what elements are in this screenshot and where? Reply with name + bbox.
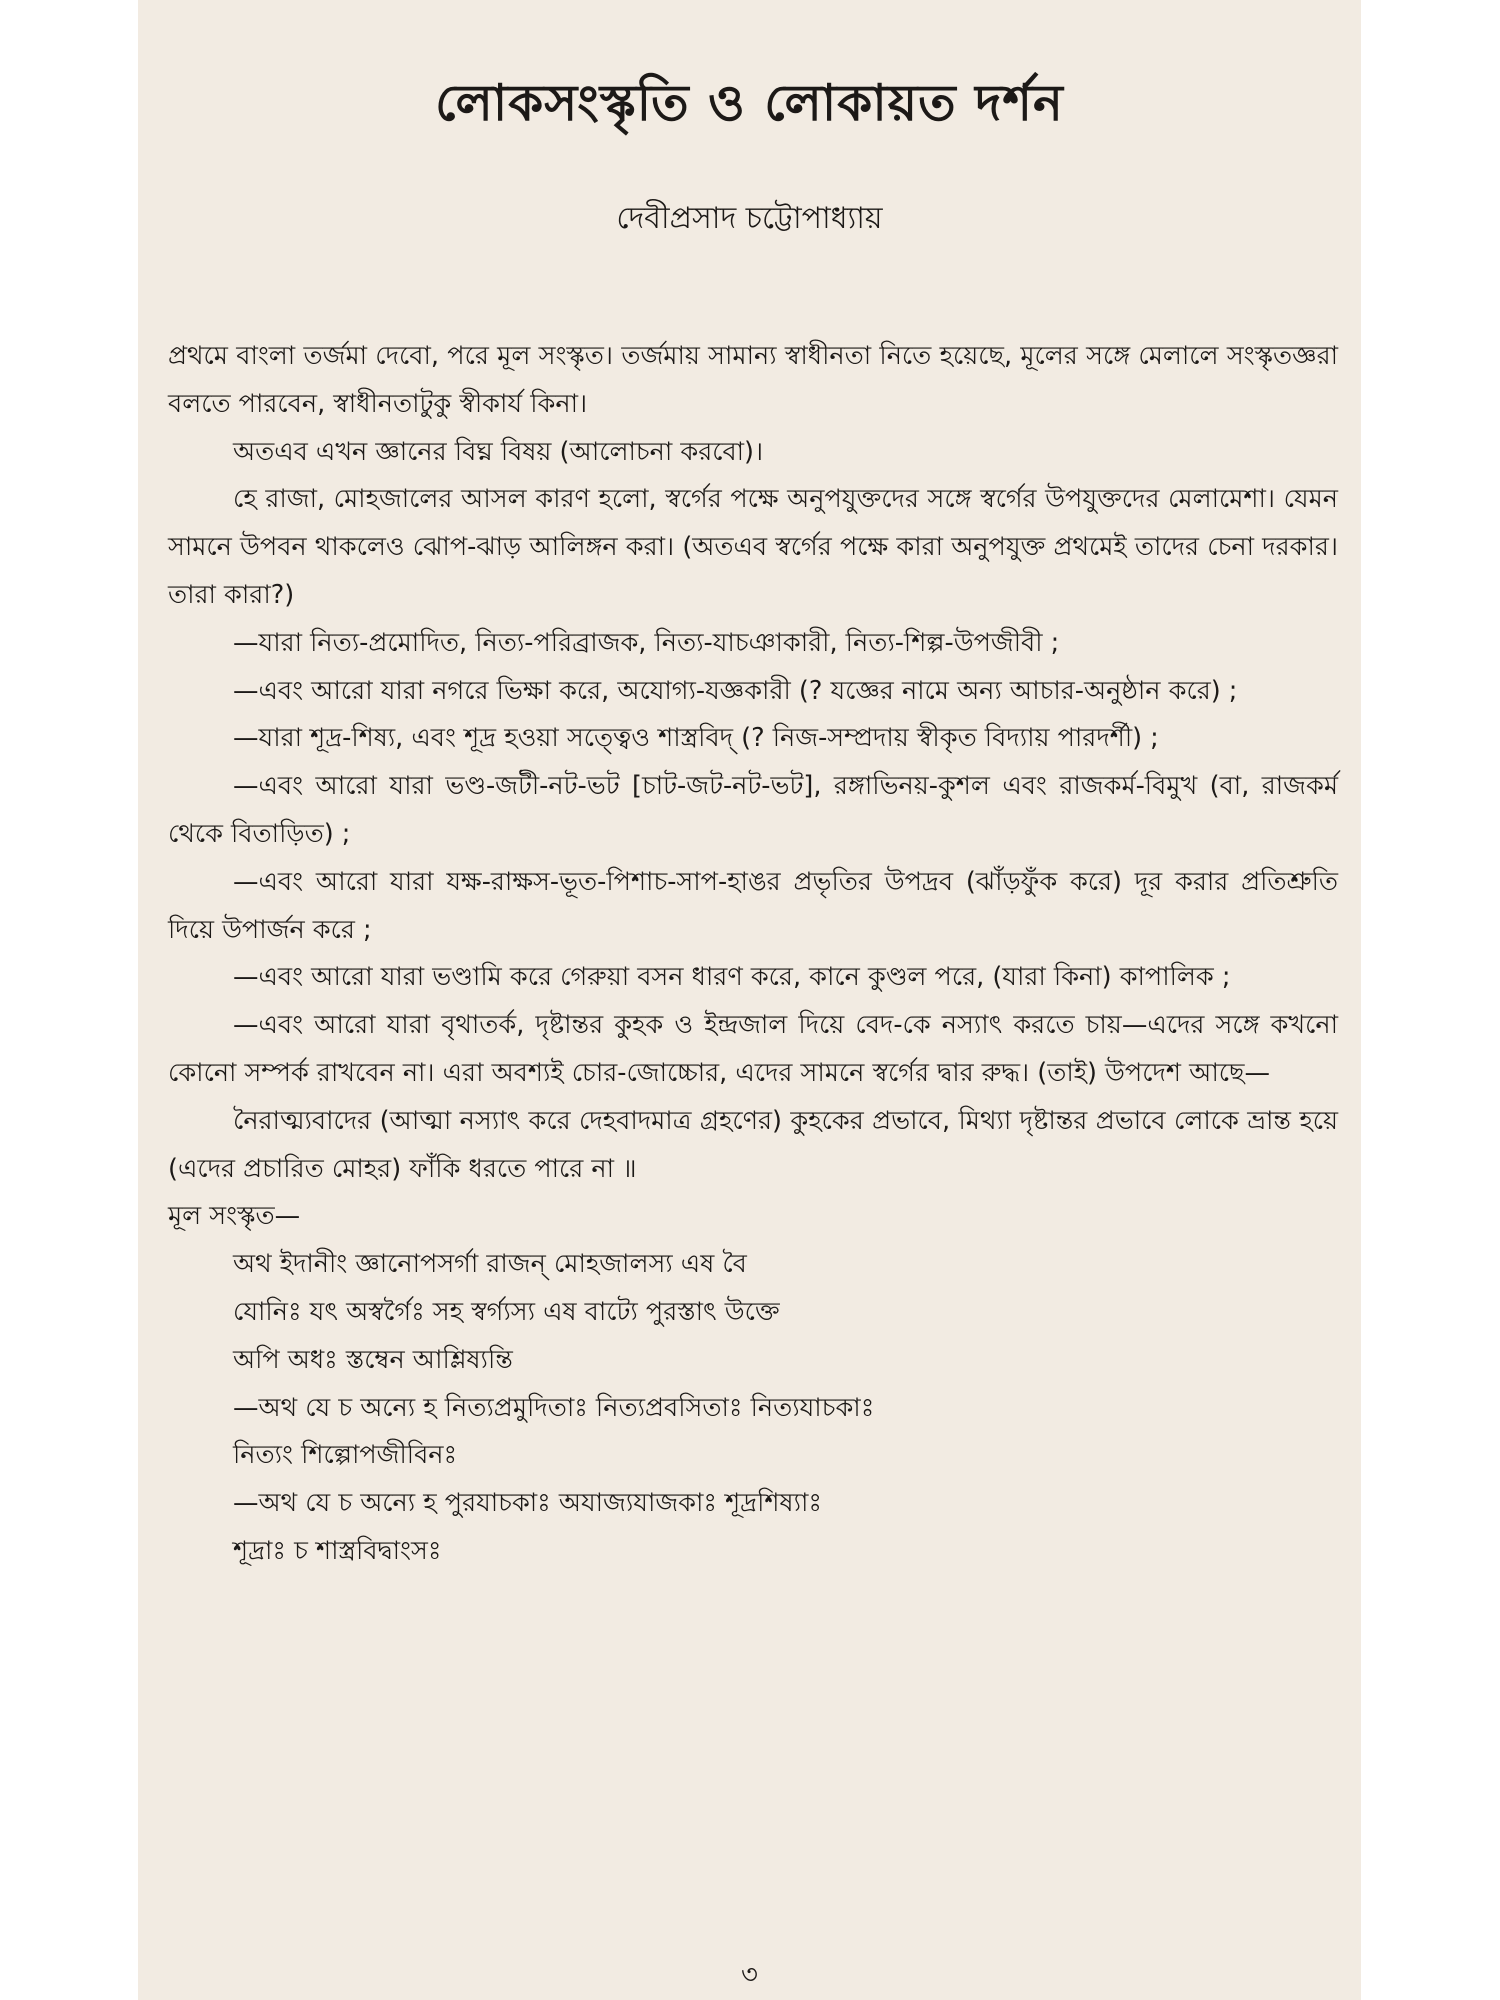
sanskrit-line: যোনিঃ যৎ অস্বর্গৈঃ সহ স্বর্গ্যস্য এষ বাট্যে পুরস্তাৎ উক্তে <box>233 1296 780 1327</box>
paragraph: —এবং আরো যারা ভণ্ডামি করে গেরুয়া বসন ধারণ করে, কানে কুণ্ডল পরে, (যারা কিনা) কাপালিক ; <box>233 962 1231 993</box>
paragraph: —এবং আরো যারা যক্ষ-রাক্ষস-ভূত-পিশাচ-সাপ-হাঙর প্রভৃতির উপদ্রব (ঝাঁড়ফুঁক করে) দূর করার প্রতিশ্রুতি দিয়ে উপার্জন করে ; <box>168 866 1338 945</box>
paragraph: হে রাজা, মোহজালের আসল কারণ হলো, স্বর্গের পক্ষে অনুপযুক্তদের সঙ্গে স্বর্গের উপযুক্তদের মেলামেশা। যেমন সামনে উপবন থাকলেও ঝোপ-ঝাড় আলিঙ্গন করা। (অতএব স্বর্গের পক্ষে কারা অনুপযুক্ত প্রথমেই তাদের চেনা দরকার। তারা কারা?) <box>168 484 1338 610</box>
paragraph: প্রথমে বাংলা তর্জমা দেবো, পরে মূল সংস্কৃত। তর্জমায় সামান্য স্বাধীনতা নিতে হয়েছে, মূলের সঙ্গে মেলালে সংস্কৃতজ্ঞরা বলতে পারবেন, স্বাধীনতাটুকু স্বীকার্য কিনা। <box>168 341 1338 419</box>
paragraph: —এবং আরো যারা বৃথাতর্ক, দৃষ্টান্তর কুহক ও ইন্দ্রজাল দিয়ে বেদ-কে নস্যাৎ করতে চায়—এদের সঙ্গে কখনো কোনো সম্পর্ক রাখবেন না। এরা অবশ্যই চোর-জোচ্চোর, এদের সামনে স্বর্গের দ্বার রুদ্ধ। (তাই) উপদেশ আছে— <box>168 1010 1338 1088</box>
paragraph: —যারা শূদ্র-শিষ্য, এবং শূদ্র হওয়া সত্ত্বেও শাস্ত্রবিদ্ (? নিজ-সম্প্রদায় স্বীকৃত বিদ্যায় পারদর্শী) ; <box>233 723 1159 754</box>
sanskrit-line: —অথ যে চ অন্যে হ নিত্যপ্রমুদিতাঃ নিত্যপ্রবসিতাঃ নিত্যযাচকাঃ <box>233 1392 875 1423</box>
paragraph: অতএব এখন জ্ঞানের বিঘ্ন বিষয় (আলোচনা করবো)। <box>233 436 764 467</box>
paragraph: মূল সংস্কৃত— <box>168 1201 301 1232</box>
paragraph: —যারা নিত্য-প্রমোদিত, নিত্য-পরিব্রাজক, নিত্য-যাচঞাকারী, নিত্য-শিল্প-উপজীবী ; <box>233 627 1060 658</box>
page-number: ৩ <box>741 1960 758 1990</box>
sanskrit-line: অপি অধঃ স্তম্বেন আশ্লিষ্যন্তি <box>233 1344 513 1375</box>
paragraph: নৈরাত্ম্যবাদের (আত্মা নস্যাৎ করে দেহবাদমাত্র গ্রহণের) কুহকের প্রভাবে, মিথ্যা দৃষ্টান্তর প্রভাবে লোকে ভ্রান্ত হয়ে (এদের প্রচারিত মোহর) ফাঁকি ধরতে পারে না ॥ <box>168 1105 1338 1184</box>
sanskrit-line: নিত্যং শিল্পোপজীবিনঃ <box>233 1440 458 1471</box>
sanskrit-line: —অথ যে চ অন্যে হ পুরযাচকাঃ অযাজ্যযাজকাঃ শূদ্রশিষ্যাঃ <box>233 1488 822 1519</box>
body-text <box>168 333 1338 1576</box>
page-title: লোকসংস্কৃতি ও লোকায়ত দর্শন <box>435 74 1064 132</box>
sanskrit-line: শূদ্রাঃ চ শাস্ত্রবিদ্বাংসঃ <box>233 1535 442 1566</box>
sanskrit-line: অথ ইদানীং জ্ঞানোপসর্গা রাজন্ মোহজালস্য এষ বৈ <box>233 1249 747 1280</box>
paragraph: —এবং আরো যারা ভণ্ড-জটী-নট-ভট [চাট-জট-নট-ভট], রঙ্গাভিনয়-কুশল এবং রাজকর্ম-বিমুখ (বা, রাজকর্ম থেকে বিতাড়িত) ; <box>168 771 1338 849</box>
book-page <box>138 0 1361 2000</box>
author-name: দেবীপ্রসাদ চট্টোপাধ্যায় <box>616 201 883 236</box>
paragraph: —এবং আরো যারা নগরে ভিক্ষা করে, অযোগ্য-যজ্ঞকারী (? যজ্ঞের নামে অন্য আচার-অনুষ্ঠান করে) ; <box>233 675 1238 706</box>
